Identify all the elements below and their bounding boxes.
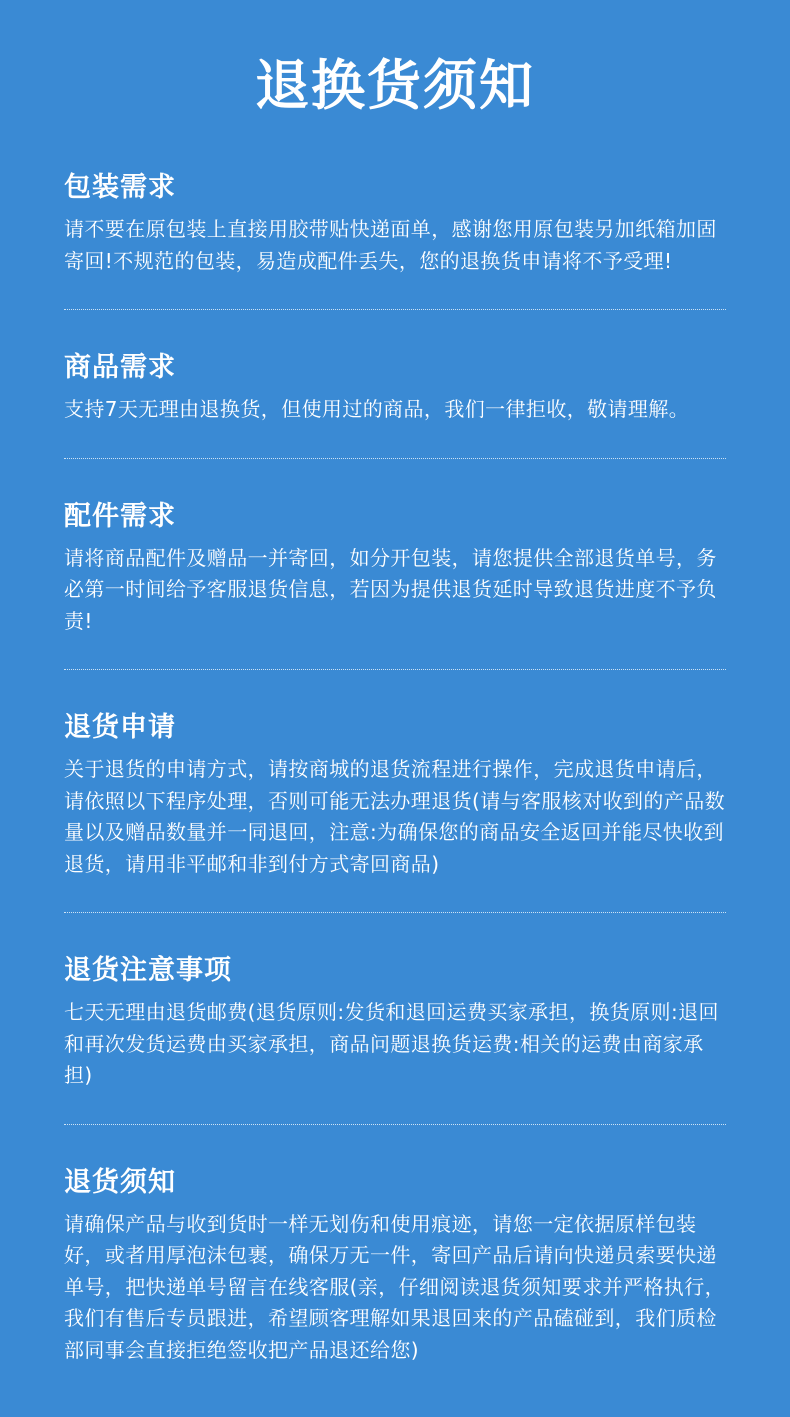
section-body: 关于退货的申请方式，请按商城的退货流程进行操作，完成退货申请后，请依照以下程序处理，否则可能无法办理退货(请与客服核对收到的产品数量以及赠品数量并一同退回，注意:为确保您的商品安全返回并能尽快收到退货，请用非平邮和非到付方式寄回商品) — [64, 757, 726, 876]
dotted-divider — [64, 669, 726, 670]
section-body: 请确保产品与收到货时一样无划伤和使用痕迹，请您一定依据原样包装好，或者用厚泡沫包裹，确保万无一件，寄回产品后请向快递员索要快递单号，把快递单号留言在线客服(亲，仔细阅读退货须知要求并严格执行，我们有售后专员跟进，希望顾客理解如果退回来的产品磕碰到，我们质检部同事会直接拒绝签收把产品退还给您) — [64, 1211, 726, 1362]
dotted-divider — [64, 912, 726, 913]
section-return-application — [64, 692, 726, 880]
section-body: 七天无理由退货邮费(退货原则:发货和退回运费买家承担，换货原则:退回和再次发货运费由买家承担，商品问题退换货运费:相关的运费由商家承担) — [64, 1000, 719, 1087]
section-heading: 包装需求 — [64, 172, 176, 203]
dotted-divider — [64, 458, 726, 459]
section-body: 请不要在原包装上直接用胶带贴快递面单，感谢您用原包装另加纸箱加固寄回!不规范的包装，易造成配件丢失，您的退换货申请将不予受理! — [64, 217, 717, 273]
section-accessories — [64, 481, 726, 638]
section-heading: 商品需求 — [64, 352, 176, 383]
section-return-notes — [64, 935, 726, 1092]
policy-sections — [64, 152, 726, 1366]
section-heading: 退货注意事项 — [64, 955, 232, 986]
section-product — [64, 332, 726, 426]
dotted-divider — [64, 309, 726, 310]
section-return-instructions — [64, 1147, 726, 1367]
section-heading: 配件需求 — [64, 500, 176, 532]
section-packaging — [64, 152, 726, 277]
page-title: 退换货须知 — [255, 54, 535, 117]
section-heading: 退货申请 — [64, 712, 176, 743]
section-body: 支持7天无理由退换货，但使用过的商品，我们一律拒收，敬请理解。 — [64, 397, 690, 421]
dotted-divider — [64, 1124, 726, 1125]
section-body: 请将商品配件及赠品一并寄回，如分开包装，请您提供全部退货单号，务必第一时间给予客服退货信息，若因为提供退货延时导致退货进度不予负责! — [64, 545, 717, 633]
section-heading: 退货须知 — [64, 1166, 176, 1198]
